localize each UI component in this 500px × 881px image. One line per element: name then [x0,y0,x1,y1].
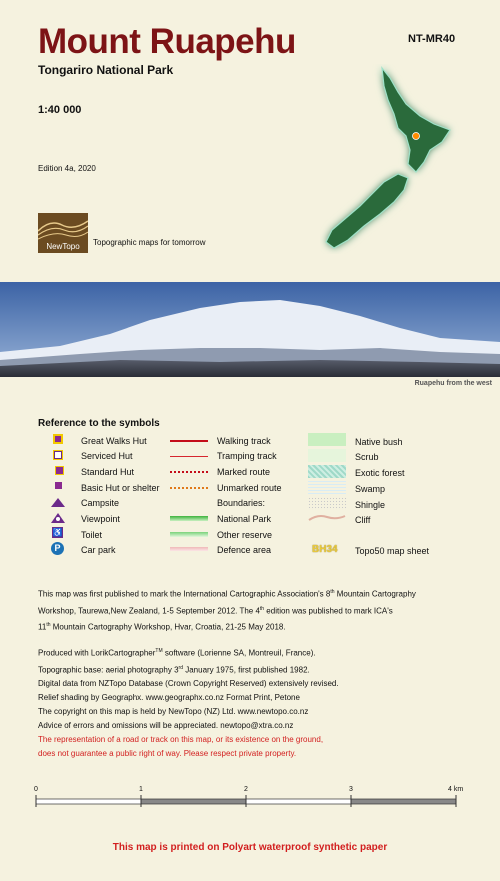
scale-tick-4: 4 km [448,786,464,793]
unmarked-route-symbol [170,487,208,489]
car-park-icon: P [51,542,64,555]
legend-topo50-sheet: Topo50 map sheet [355,546,430,556]
scale-tick-1: 1 [139,786,143,793]
swamp-symbol [308,481,346,494]
legend-other-reserve: Other reserve [217,530,273,540]
legend-national-park: National Park [217,514,272,524]
publication-line-3: 11th Mountain Cartography Workshop, Hvar, Croatia, 21-25 May 2018. [38,622,286,632]
scale-tick-3: 3 [349,786,353,793]
native-bush-symbol [308,433,346,446]
logo-text: NewTopo [46,242,80,251]
legend-car-park: Car park [81,545,116,555]
map-code: NT-MR40 [408,33,456,45]
disclaimer-line-2: does not guarantee a public right of way. Please respect private property. [38,749,297,759]
tramping-track-symbol [170,456,208,457]
scrub-symbol [308,449,346,462]
legend-basic-hut: Basic Hut or shelter [81,483,160,493]
marked-route-symbol [170,471,208,473]
legend-swamp: Swamp [355,484,386,494]
standard-hut-icon [55,466,64,475]
legend-standard-hut: Standard Hut [81,467,135,477]
great-walks-hut-icon [53,434,63,444]
credit-line-3: Digital data from NZTopo Database (Crown Copyright Reserved) extensively revised. [38,679,339,689]
viewpoint-icon [50,512,66,524]
legend-cliff: Cliff [355,515,371,525]
publication-note [38,585,478,635]
legend-serviced-hut: Serviced Hut [81,451,133,461]
legend-scrub: Scrub [355,452,379,462]
national-park-symbol [170,516,208,521]
legend-viewpoint: Viewpoint [81,514,120,524]
legend-boundaries: Boundaries: [217,498,266,508]
credit-line-4: Relief shading by Geographx. www.geographx.co.nz Format Print, Petone [38,693,300,703]
photo-caption: Ruapehu from the west [414,380,492,387]
publication-line-2: Workshop, Taurewa,New Zealand, 1-5 September 2012. The 4th edition was published to mark ICA's [38,605,393,616]
legend-unmarked-route: Unmarked route [217,483,282,493]
other-reserve-symbol [170,532,208,537]
map-scale: 1:40 000 [38,104,82,116]
tagline: Topographic maps for tomorrow [93,238,206,247]
legend-tramping-track: Tramping track [217,451,277,461]
legend-great-walks-hut: Great Walks Hut [81,436,147,446]
location-marker-icon [413,133,420,140]
legend-shingle: Shingle [355,500,386,510]
legend-campsite: Campsite [81,498,120,508]
publication-line-1: This map was first published to mark the International Cartographic Association's 8th Mountain Cartography [38,589,416,599]
exotic-forest-symbol [308,465,346,478]
campsite-icon [50,497,66,507]
credit-line-6: Advice of errors and omissions will be appreciated. newtopo@xtra.co.nz [38,721,294,731]
defence-area-symbol [170,547,208,551]
new-zealand-locator-map [320,64,470,254]
credit-line-1: Produced with LorikCartographer™ software (Lorienne SA, Montreuil, France). [38,648,316,658]
legend-exotic-forest: Exotic forest [355,468,405,478]
paper-note: This map is printed on Polyart waterproof synthetic paper [112,842,388,853]
scale-tick-0: 0 [34,786,38,793]
shingle-symbol [308,497,346,510]
topo50-badge: BH34 [312,544,338,555]
disclaimer-line-1: The representation of a road or track on this map, or its existence on the ground, [38,735,324,745]
scale-bar [34,795,464,807]
legend-defence-area: Defence area [217,545,272,555]
legend-walking-track: Walking track [217,436,271,446]
edition-text: Edition 4a, 2020 [38,164,96,173]
legend-marked-route: Marked route [217,467,271,477]
walking-track-symbol [170,440,208,442]
credit-line-5: The copyright on this map is held by NewTopo (NZ) Ltd. www.newtopo.co.nz [38,707,309,717]
scale-tick-2: 2 [244,786,248,793]
toilet-icon: ♿ [52,528,63,537]
basic-hut-icon [55,482,62,489]
serviced-hut-icon [53,450,63,460]
map-subtitle: Tongariro National Park [38,63,174,77]
newtopo-logo [38,213,88,253]
legend-toilet: Toilet [81,530,103,540]
credit-line-2: Topographic base: aerial photography 3rd January 1975, first published 1982. [38,664,310,675]
cliff-symbol [308,513,346,523]
mountain-photo [0,282,500,377]
legend-title: Reference to the symbols [38,418,160,429]
credits-block [38,644,478,761]
map-title: Mount Ruapehu [38,22,296,61]
legend-native-bush: Native bush [355,437,403,447]
